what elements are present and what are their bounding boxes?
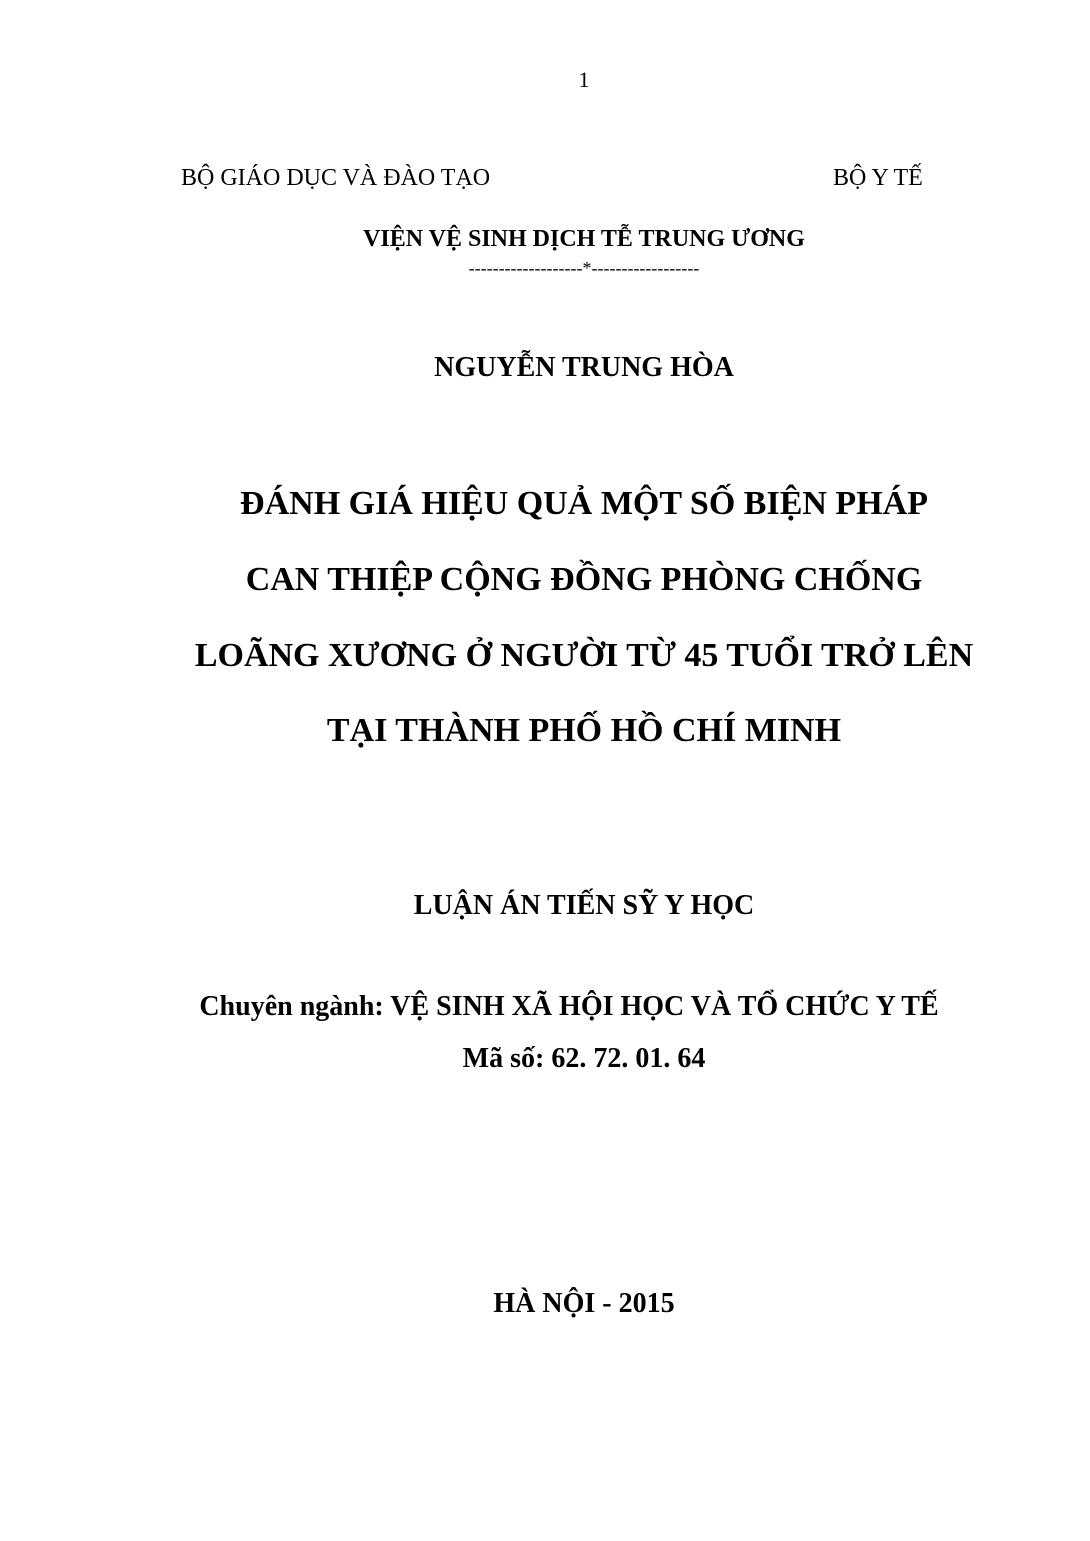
specialty-code: Mã số: 62. 72. 01. 64 [462,1043,706,1074]
thesis-title-line: TẠI THÀNH PHỐ HỒ CHÍ MINH [326,712,842,749]
institute-name: VIỆN VỆ SINH DỊCH TỄ TRUNG ƯƠNG [363,226,805,252]
thesis-title-line: ĐÁNH GIÁ HIỆU QUẢ MỘT SỐ BIỆN PHÁP [240,485,928,522]
header-separator: -------------------*------------------ [468,258,700,278]
place-and-year: HÀ NỘI - 2015 [493,1288,675,1319]
page-number: 1 [578,67,590,92]
thesis-title-line: LOÃNG XƯƠNG Ở NGƯỜI TỪ 45 TUỔI TRỞ LÊN [194,637,974,674]
ministry-of-health-label: BỘ Y TẾ [833,165,923,191]
ministry-of-education-label: BỘ GIÁO DỤC VÀ ĐÀO TẠO [181,165,491,191]
degree-label: LUẬN ÁN TIẾN SỸ Y HỌC [413,890,755,921]
author-name: NGUYỄN TRUNG HÒA [434,352,734,383]
specialty-label: Chuyên ngành: VỆ SINH XÃ HỘI HỌC VÀ TỔ CHỨC Y TẾ [199,991,939,1022]
thesis-title-line: CAN THIỆP CỘNG ĐỒNG PHÒNG CHỐNG [245,561,923,598]
